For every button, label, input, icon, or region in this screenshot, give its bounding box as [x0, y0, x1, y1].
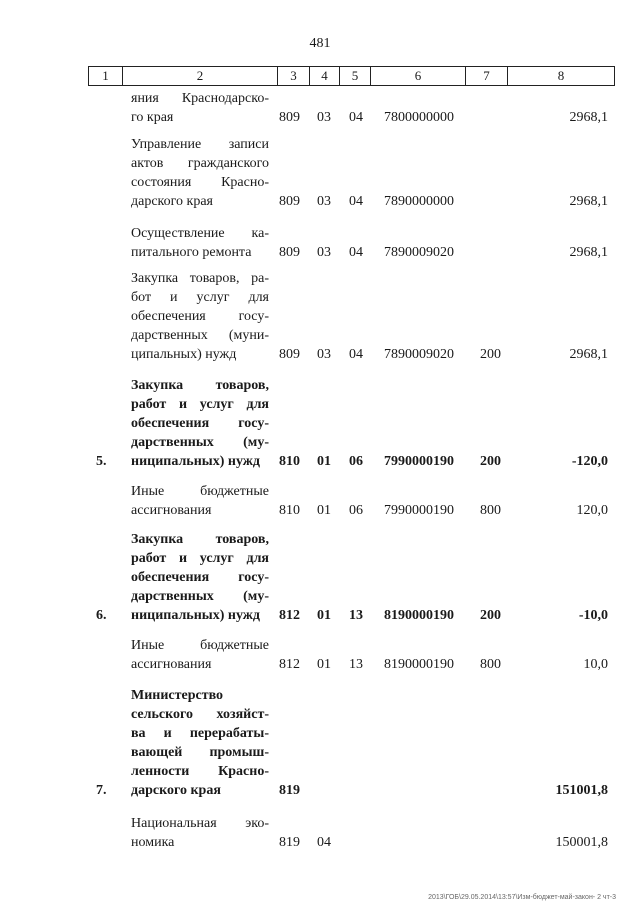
cell-subsection: 04 — [349, 110, 363, 125]
column-header-3: 3 — [278, 67, 310, 86]
cell-amount: 150001,8 — [555, 835, 608, 850]
row-name-line: ва и перерабаты- — [131, 726, 269, 741]
row-name-line: питального ремонта — [131, 245, 252, 260]
row-name-line: дарского края — [131, 194, 213, 209]
cell-section: 03 — [317, 347, 331, 362]
row-name-line: Иные бюджетные — [131, 484, 269, 499]
cell-subsection: 04 — [349, 245, 363, 260]
row-number: 5. — [96, 454, 107, 469]
cell-section: 03 — [317, 194, 331, 209]
row-name-line: вающей промыш- — [131, 745, 269, 760]
cell-amount: 2968,1 — [569, 194, 608, 209]
row-name-line: работ и услуг для — [131, 551, 269, 566]
cell-ministry-code: 809 — [279, 347, 300, 362]
column-header-5: 5 — [340, 67, 371, 86]
cell-ministry-code: 809 — [279, 110, 300, 125]
cell-amount: 2968,1 — [569, 110, 608, 125]
row-name-line: ниципальных) нужд — [131, 454, 260, 469]
row-name-line: обеспечения госу- — [131, 570, 269, 585]
cell-ministry-code: 809 — [279, 245, 300, 260]
row-name-line: актов гражданского — [131, 156, 269, 171]
cell-amount: 10,0 — [583, 657, 608, 672]
cell-target-article: 8190000190 — [384, 608, 454, 623]
cell-ministry-code: 812 — [279, 657, 300, 672]
row-name-line: Закупка товаров, ра- — [131, 271, 269, 286]
column-header-1: 1 — [89, 67, 123, 86]
cell-ministry-code: 809 — [279, 194, 300, 209]
column-header-2: 2 — [123, 67, 278, 86]
cell-amount: -10,0 — [578, 608, 608, 623]
cell-ministry-code: 812 — [279, 608, 300, 623]
cell-section: 03 — [317, 110, 331, 125]
row-name-line: дарственных (му- — [131, 435, 269, 450]
row-name — [131, 814, 269, 852]
row-name-line: ниципальных) нужд — [131, 608, 260, 623]
row-name-line: обеспечения госу- — [131, 416, 269, 431]
row-name-line: дарственных (му- — [131, 589, 269, 604]
cell-section: 03 — [317, 245, 331, 260]
row-number: 7. — [96, 783, 107, 798]
cell-amount: 120,0 — [576, 503, 608, 518]
row-name-line: дарственных (муни- — [131, 328, 269, 343]
cell-target-article: 7990000190 — [384, 454, 454, 469]
row-name-line: сельского хозяйст- — [131, 707, 269, 722]
column-header-8: 8 — [508, 67, 615, 86]
row-name-line: обеспечения госу- — [131, 309, 269, 324]
row-number: 6. — [96, 608, 107, 623]
row-name-line: го края — [131, 110, 174, 125]
cell-amount: 151001,8 — [555, 783, 608, 798]
cell-ministry-code: 819 — [279, 835, 300, 850]
cell-amount: 2968,1 — [569, 347, 608, 362]
cell-amount: 2968,1 — [569, 245, 608, 260]
row-name-line: состояния Красно- — [131, 175, 269, 190]
cell-ministry-code: 810 — [279, 454, 300, 469]
cell-subsection: 04 — [349, 194, 363, 209]
cell-subsection: 13 — [349, 657, 363, 672]
cell-subsection: 06 — [349, 503, 363, 518]
cell-amount: -120,0 — [571, 454, 608, 469]
footer-file-path: 2013\ГОБ\29.05.2014\13:57\Изм-бюджет-май-закон- 2 чт-3 — [428, 894, 616, 901]
row-name-line: Закупка товаров, — [131, 532, 269, 547]
column-header-7: 7 — [466, 67, 508, 86]
row-name-line: Иные бюджетные — [131, 638, 269, 653]
cell-expense-type: 200 — [480, 608, 501, 623]
row-name-line: дарского края — [131, 783, 221, 798]
row-name-line: номика — [131, 835, 175, 850]
row-name-line: работ и услуг для — [131, 397, 269, 412]
column-header-6: 6 — [371, 67, 466, 86]
page-number: 481 — [309, 36, 331, 51]
cell-expense-type: 200 — [480, 347, 501, 362]
cell-section: 01 — [317, 454, 331, 469]
row-name-line: ассигнования — [131, 503, 212, 518]
row-name-line: Осуществление ка- — [131, 226, 269, 241]
cell-ministry-code: 819 — [279, 783, 300, 798]
cell-expense-type: 800 — [480, 503, 501, 518]
row-name-line: Управление записи — [131, 137, 269, 152]
cell-target-article: 7890009020 — [384, 347, 454, 362]
cell-subsection: 13 — [349, 608, 363, 623]
cell-expense-type: 200 — [480, 454, 501, 469]
cell-target-article: 7890000000 — [384, 194, 454, 209]
cell-section: 04 — [317, 835, 331, 850]
row-name-line: Закупка товаров, — [131, 378, 269, 393]
row-name-line: яния Краснодарско- — [131, 91, 269, 106]
cell-target-article: 7990000190 — [384, 503, 454, 518]
row-name-line: ленности Красно- — [131, 764, 269, 779]
cell-ministry-code: 810 — [279, 503, 300, 518]
cell-section: 01 — [317, 657, 331, 672]
row-name-line: ципальных) нужд — [131, 347, 237, 362]
row-name-line: Министерство — [131, 688, 224, 703]
cell-section: 01 — [317, 608, 331, 623]
row-name-line: Национальная эко- — [131, 816, 269, 831]
row-name-line: бот и услуг для — [131, 290, 269, 305]
column-header-4: 4 — [310, 67, 340, 86]
cell-target-article: 8190000190 — [384, 657, 454, 672]
cell-section: 01 — [317, 503, 331, 518]
cell-subsection: 06 — [349, 454, 363, 469]
row-name-line: ассигнования — [131, 657, 212, 672]
cell-target-article: 7800000000 — [384, 110, 454, 125]
cell-expense-type: 800 — [480, 657, 501, 672]
cell-subsection: 04 — [349, 347, 363, 362]
cell-target-article: 7890009020 — [384, 245, 454, 260]
